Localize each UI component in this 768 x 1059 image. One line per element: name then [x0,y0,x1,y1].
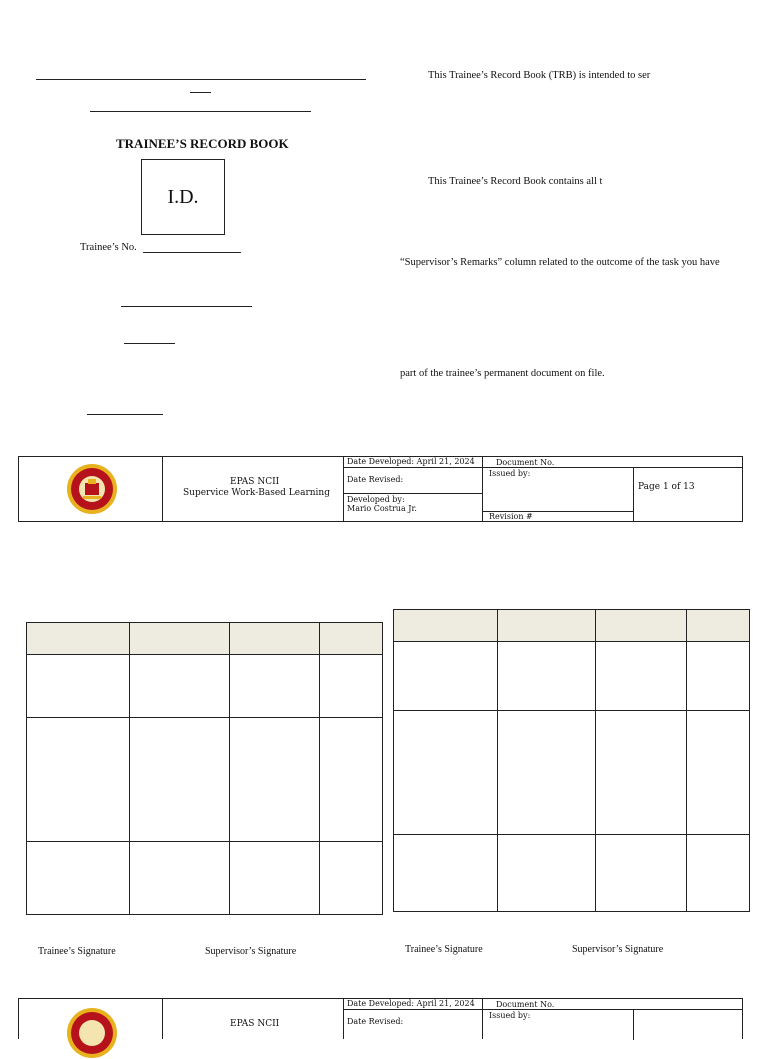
supervisor-signature-left: Supervisor’s Signature [205,946,297,957]
footer-date-revised: Date Revised: [347,475,404,484]
table-row [27,842,383,915]
id-label: I.D. [167,185,199,208]
footer-date-developed: Date Developed: April 21, 2024 [347,457,475,466]
trainee-signature-left: Trainee’s Signature [38,946,116,957]
table-header-cell [687,610,750,642]
intro-paragraph-1: This Trainee’s Record Book (TRB) is intended to ser [428,70,651,81]
table-row [27,655,383,718]
footer-issued-by: Issued by: [489,1011,531,1020]
footer-qualification: EPAS NCII [230,1019,280,1029]
footer-document-no: Document No. [496,1000,555,1009]
table-row [394,835,750,912]
table-header-cell [230,623,320,655]
table-header-cell [394,610,498,642]
table-row [394,711,750,835]
intro-paragraph-2: This Trainee’s Record Book contains all t [428,176,603,187]
footer-developer: Mario Costrua Jr. [347,504,417,513]
document-footer [18,456,743,522]
footer-document-no: Document No. [496,458,555,467]
intro-paragraph-3: “Supervisor’s Remarks” column related to the outcome of the task you have [400,257,720,268]
document-footer-next-page [18,998,743,1039]
blank-line-4 [121,306,252,307]
blank-line-2 [190,92,211,93]
table-header-cell [498,610,596,642]
school-seal-icon [66,463,118,515]
blank-line-1 [36,79,366,80]
blank-line-3 [90,111,311,112]
id-photo-box [141,159,225,235]
page-title: TRAINEE’S RECORD BOOK [116,136,289,151]
table-header-cell [596,610,687,642]
table-row [27,718,383,842]
trainee-number-label: Trainee’s No. [80,242,137,253]
intro-paragraph-4: part of the trainee’s permanent document on file. [400,368,605,379]
record-table-left [26,622,383,915]
trainee-signature-right: Trainee’s Signature [405,944,483,955]
school-seal-icon [66,1007,118,1059]
footer-date-revised: Date Revised: [347,1017,404,1026]
table-header-cell [320,623,383,655]
trainee-number-field[interactable] [143,252,241,253]
blank-line-6 [87,414,163,415]
footer-page-number: Page 1 of 13 [638,482,695,492]
footer-date-developed: Date Developed: April 21, 2024 [347,999,475,1008]
record-table-right [393,609,750,912]
footer-qualification: EPAS NCII [230,477,280,487]
footer-issued-by: Issued by: [489,469,531,478]
table-header-cell [130,623,230,655]
footer-developed-by: Developed by: [347,495,405,504]
footer-module: Supervice Work-Based Learning [183,488,330,498]
table-header-cell [27,623,130,655]
blank-line-5 [124,343,175,344]
footer-revision: Revision # [489,512,533,521]
supervisor-signature-right: Supervisor’s Signature [572,944,664,955]
table-row [394,642,750,711]
